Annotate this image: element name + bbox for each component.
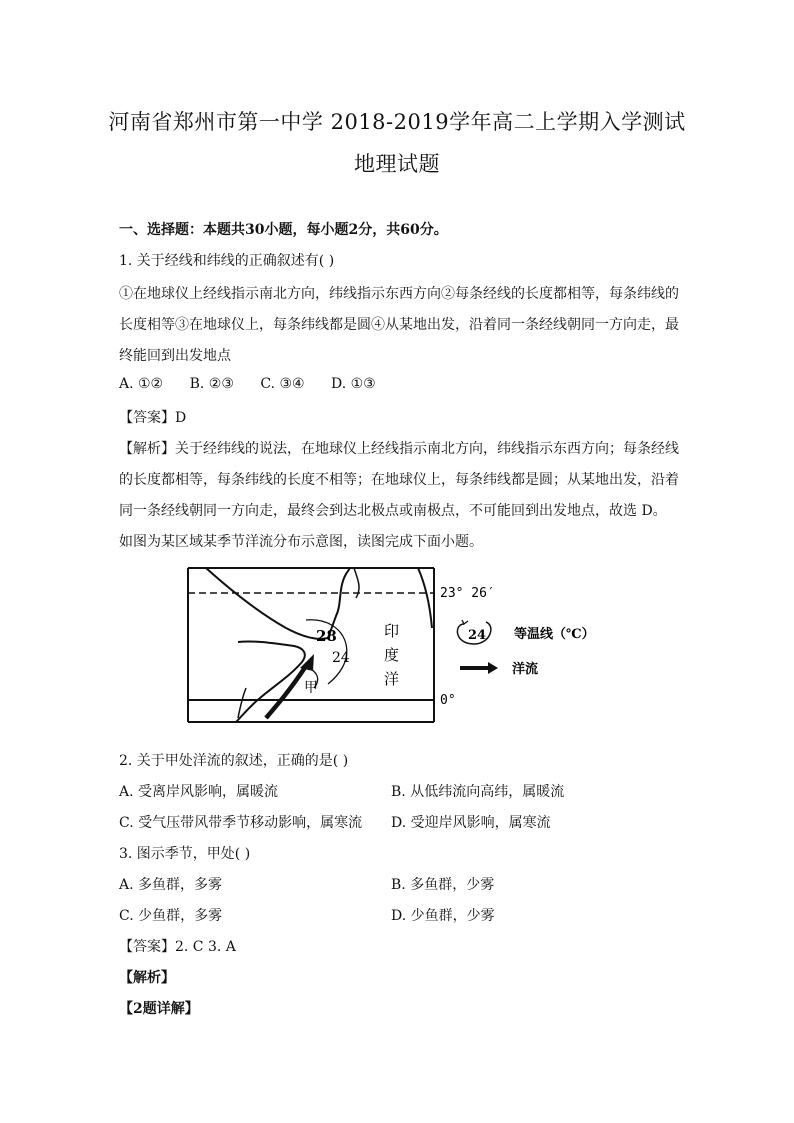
q1-option-a: A. ①② [119,376,164,392]
q2-stem: 2. 关于甲处洋流的叙述，正确的是( ) [119,753,349,769]
legend-current-label: 洋流 [512,662,539,677]
section-heading: 一、选择题：本题共30小题，每小题2分，共60分。 [119,222,448,238]
q3-option-a: A. 多鱼群，多雾 [119,877,223,893]
ocean-char-2: 度 [384,646,400,664]
q1-option-b: B. ②③ [189,376,234,392]
ocean-char-3: 洋 [384,670,400,688]
label-jia: 甲 [304,680,318,696]
q2-option-c: C. 受气压带风带季节移动影响，属寒流 [119,815,363,831]
q1-option-c: C. ③④ [260,376,305,392]
q1-stem: 1. 关于经线和纬线的正确叙述有( ) [119,253,335,269]
q3-option-d: D. 少鱼群，少雾 [391,908,495,924]
legend-current-head [488,662,498,674]
iso-label-24: 24 [332,650,350,666]
lat-label-equator: 0° [440,693,456,708]
q1-option-d: D. ①③ [331,376,376,392]
q1-analysis-line-2: 的长度都相等，每条纬线的长度不相等；在地球仪上，每条纬线都是圆；从某地出发，沿着 [119,472,679,488]
q3-option-b: B. 多鱼群，少雾 [391,877,495,893]
answer-2-3: 【答案】2. C 3. A [119,939,236,955]
lat-label-tropic: 23° 26′ [440,586,495,601]
q1-statement-line-3: 终能回到出发地点 [119,348,231,364]
q1-statement-line-2: 长度相等③在地球仪上，每条纬线都是圆④从某地出发，沿着同一条经线朝同一方向走，最 [119,317,679,333]
q1-analysis-line-1: 【解析】关于经纬线的说法，在地球仪上经线指示南北方向，纬线指示东西方向；每条经线 [119,441,679,457]
legend-iso-value: 24 [468,628,487,643]
q1-options [119,376,398,392]
q3-option-c: C. 少鱼群，多雾 [119,908,223,924]
document-title: 河南省郑州市第一中学 2018-2019学年高二上学期入学测试 [108,110,686,134]
q1-statement-line-1: ①在地球仪上经线指示南北方向，纬线指示东西方向②每条经线的长度都相等，每条纬线的 [119,286,679,302]
q2-option-b: B. 从低纬流向高纬，属暖流 [391,784,565,800]
iso-label-28: 28 [316,627,337,645]
india-coast [418,568,432,628]
current-arrow-shaft [266,666,306,718]
q3-stem: 3. 图示季节，甲处( ) [119,846,251,862]
legend-iso-label: 等温线（℃） [514,627,595,642]
ocean-current-map [186,566,626,728]
document-subtitle: 地理试题 [354,152,440,176]
q1-analysis-line-3: 同一条经线朝同一方向走，最终会到达北极点或南极点，不可能回到出发地点，故选 D。 [119,503,667,519]
q2-option-a: A. 受离岸风影响，属暖流 [119,784,279,800]
q1-answer: 【答案】D [119,410,187,426]
q2-detail-heading: 【2题详解】 [119,1001,199,1017]
analysis-heading: 【解析】 [119,970,175,986]
q2-option-d: D. 受迎岸风影响，属寒流 [391,815,551,831]
map-intro: 如图为某区域某季节洋流分布示意图，读图完成下面小题。 [119,534,483,550]
ocean-char-1: 印 [384,622,400,640]
